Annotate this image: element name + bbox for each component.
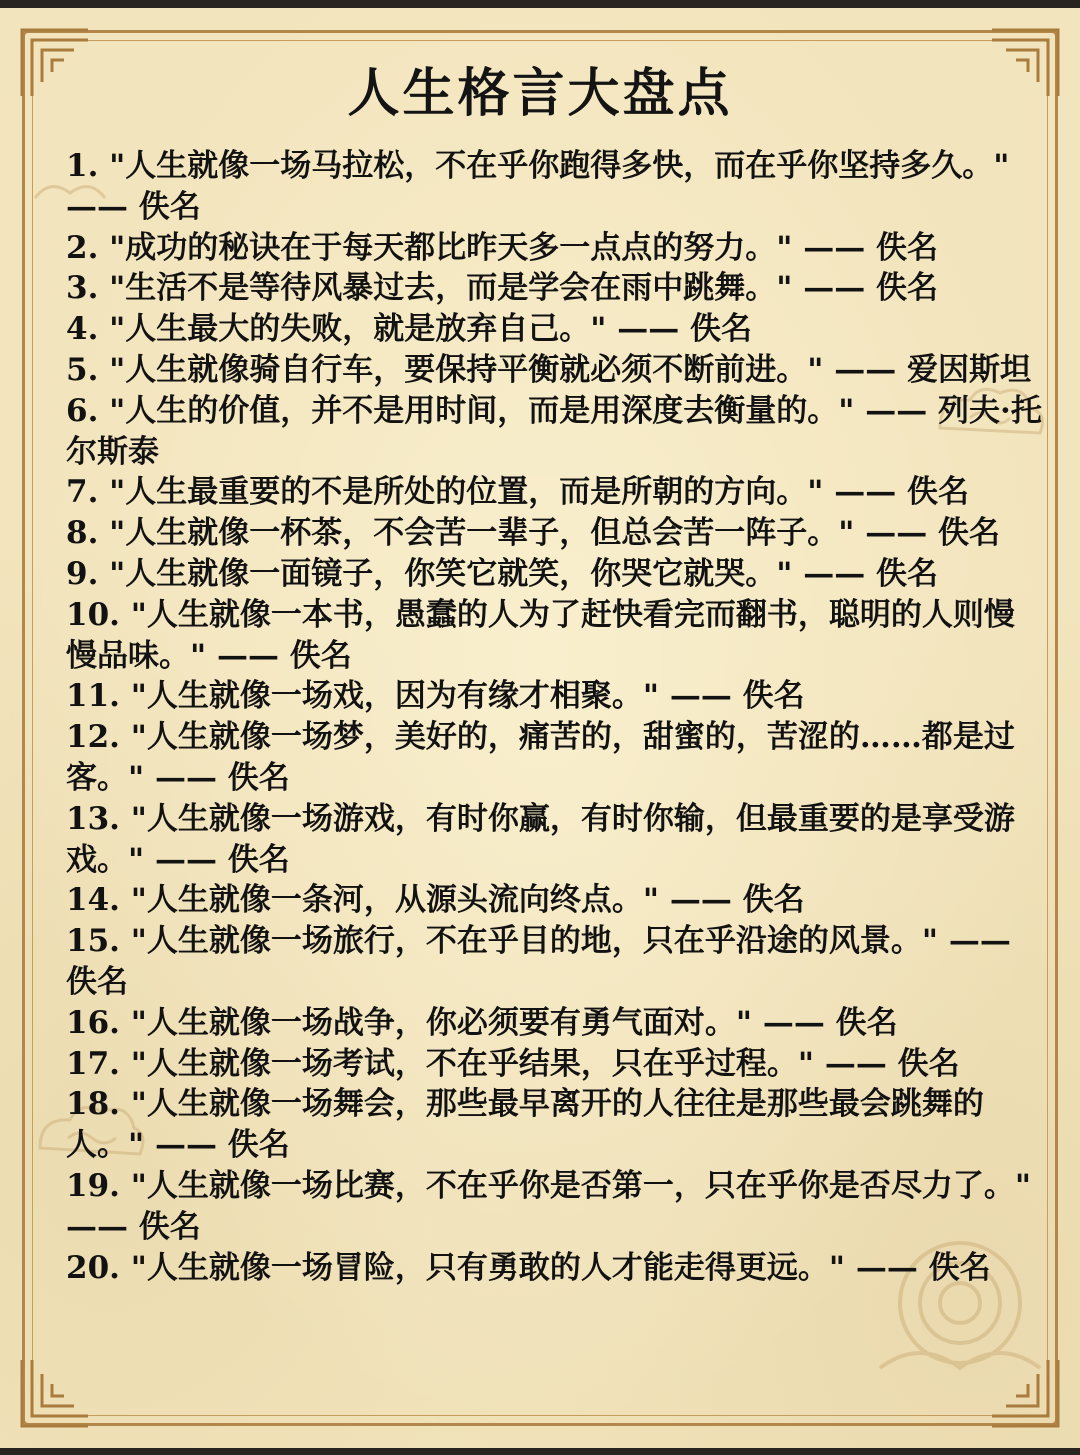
quote-item: 6. "人生的价值，并不是用时间，而是用深度去衡量的。" —— 列夫·托尔斯泰 <box>66 392 1042 470</box>
quote-item: 10. "人生就像一本书，愚蠢的人为了赶快看完而翻书，聪明的人则慢慢品味。" —— 佚名 <box>66 596 1015 674</box>
quote-item: 19. "人生就像一场比赛，不在乎你是否第一，只在乎你是否尽力了。" —— 佚名 <box>66 1167 1032 1245</box>
quote-item: 9. "人生就像一面镜子，你笑它就笑，你哭它就哭。" —— 佚名 <box>66 555 939 592</box>
quote-item: 3. "生活不是等待风暴过去，而是学会在雨中跳舞。" —— 佚名 <box>66 270 939 307</box>
quote-item: 7. "人生最重要的不是所处的位置，而是所朝的方向。" —— 佚名 <box>66 474 970 511</box>
quote-item: 14. "人生就像一条河，从源头流向终点。" —— 佚名 <box>66 882 805 919</box>
page-title: 人生格言大盘点 <box>347 63 733 124</box>
quote-item: 4. "人生最大的失败，就是放弃自己。" —— 佚名 <box>66 311 753 348</box>
quote-list <box>66 146 1044 1288</box>
quote-item: 16. "人生就像一场战争，你必须要有勇气面对。" —— 佚名 <box>66 1004 898 1041</box>
quote-item: 17. "人生就像一场考试，不在乎结果，只在乎过程。" —— 佚名 <box>66 1045 960 1082</box>
quote-item: 13. "人生就像一场游戏，有时你赢，有时你输，但最重要的是享受游戏。" —— 佚名 <box>66 800 1015 878</box>
corner-ornament-icon <box>18 1356 92 1430</box>
quote-item: 20. "人生就像一场冒险，只有勇敢的人才能走得更远。" —— 佚名 <box>66 1249 991 1286</box>
quote-item: 12. "人生就像一场梦，美好的，痛苦的，甜蜜的，苦涩的……都是过客。" —— 佚名 <box>66 719 1015 796</box>
quote-item: 5. "人生就像骑自行车，要保持平衡就必须不断前进。" —— 爱因斯坦 <box>66 351 1032 388</box>
quote-item: 18. "人生就像一场舞会，那些最早离开的人往往是那些最会跳舞的人。" —— 佚名 <box>66 1086 984 1164</box>
quote-item: 2. "成功的秘诀在于每天都比昨天多一点点的努力。" —— 佚名 <box>66 229 939 266</box>
quote-item: 1. "人生就像一场马拉松，不在乎你跑得多快，而在乎你坚持多久。" —— 佚名 <box>66 148 1010 225</box>
quote-item: 15. "人生就像一场旅行，不在乎目的地，只在乎沿途的风景。" —— 佚名 <box>66 923 1011 1000</box>
quote-item: 8. "人生就像一杯茶，不会苦一辈子，但总会苦一阵子。" —— 佚名 <box>66 515 1001 552</box>
quote-item: 11. "人生就像一场戏，因为有缘才相聚。" —— 佚名 <box>66 678 805 715</box>
parchment-background <box>0 8 1080 1448</box>
